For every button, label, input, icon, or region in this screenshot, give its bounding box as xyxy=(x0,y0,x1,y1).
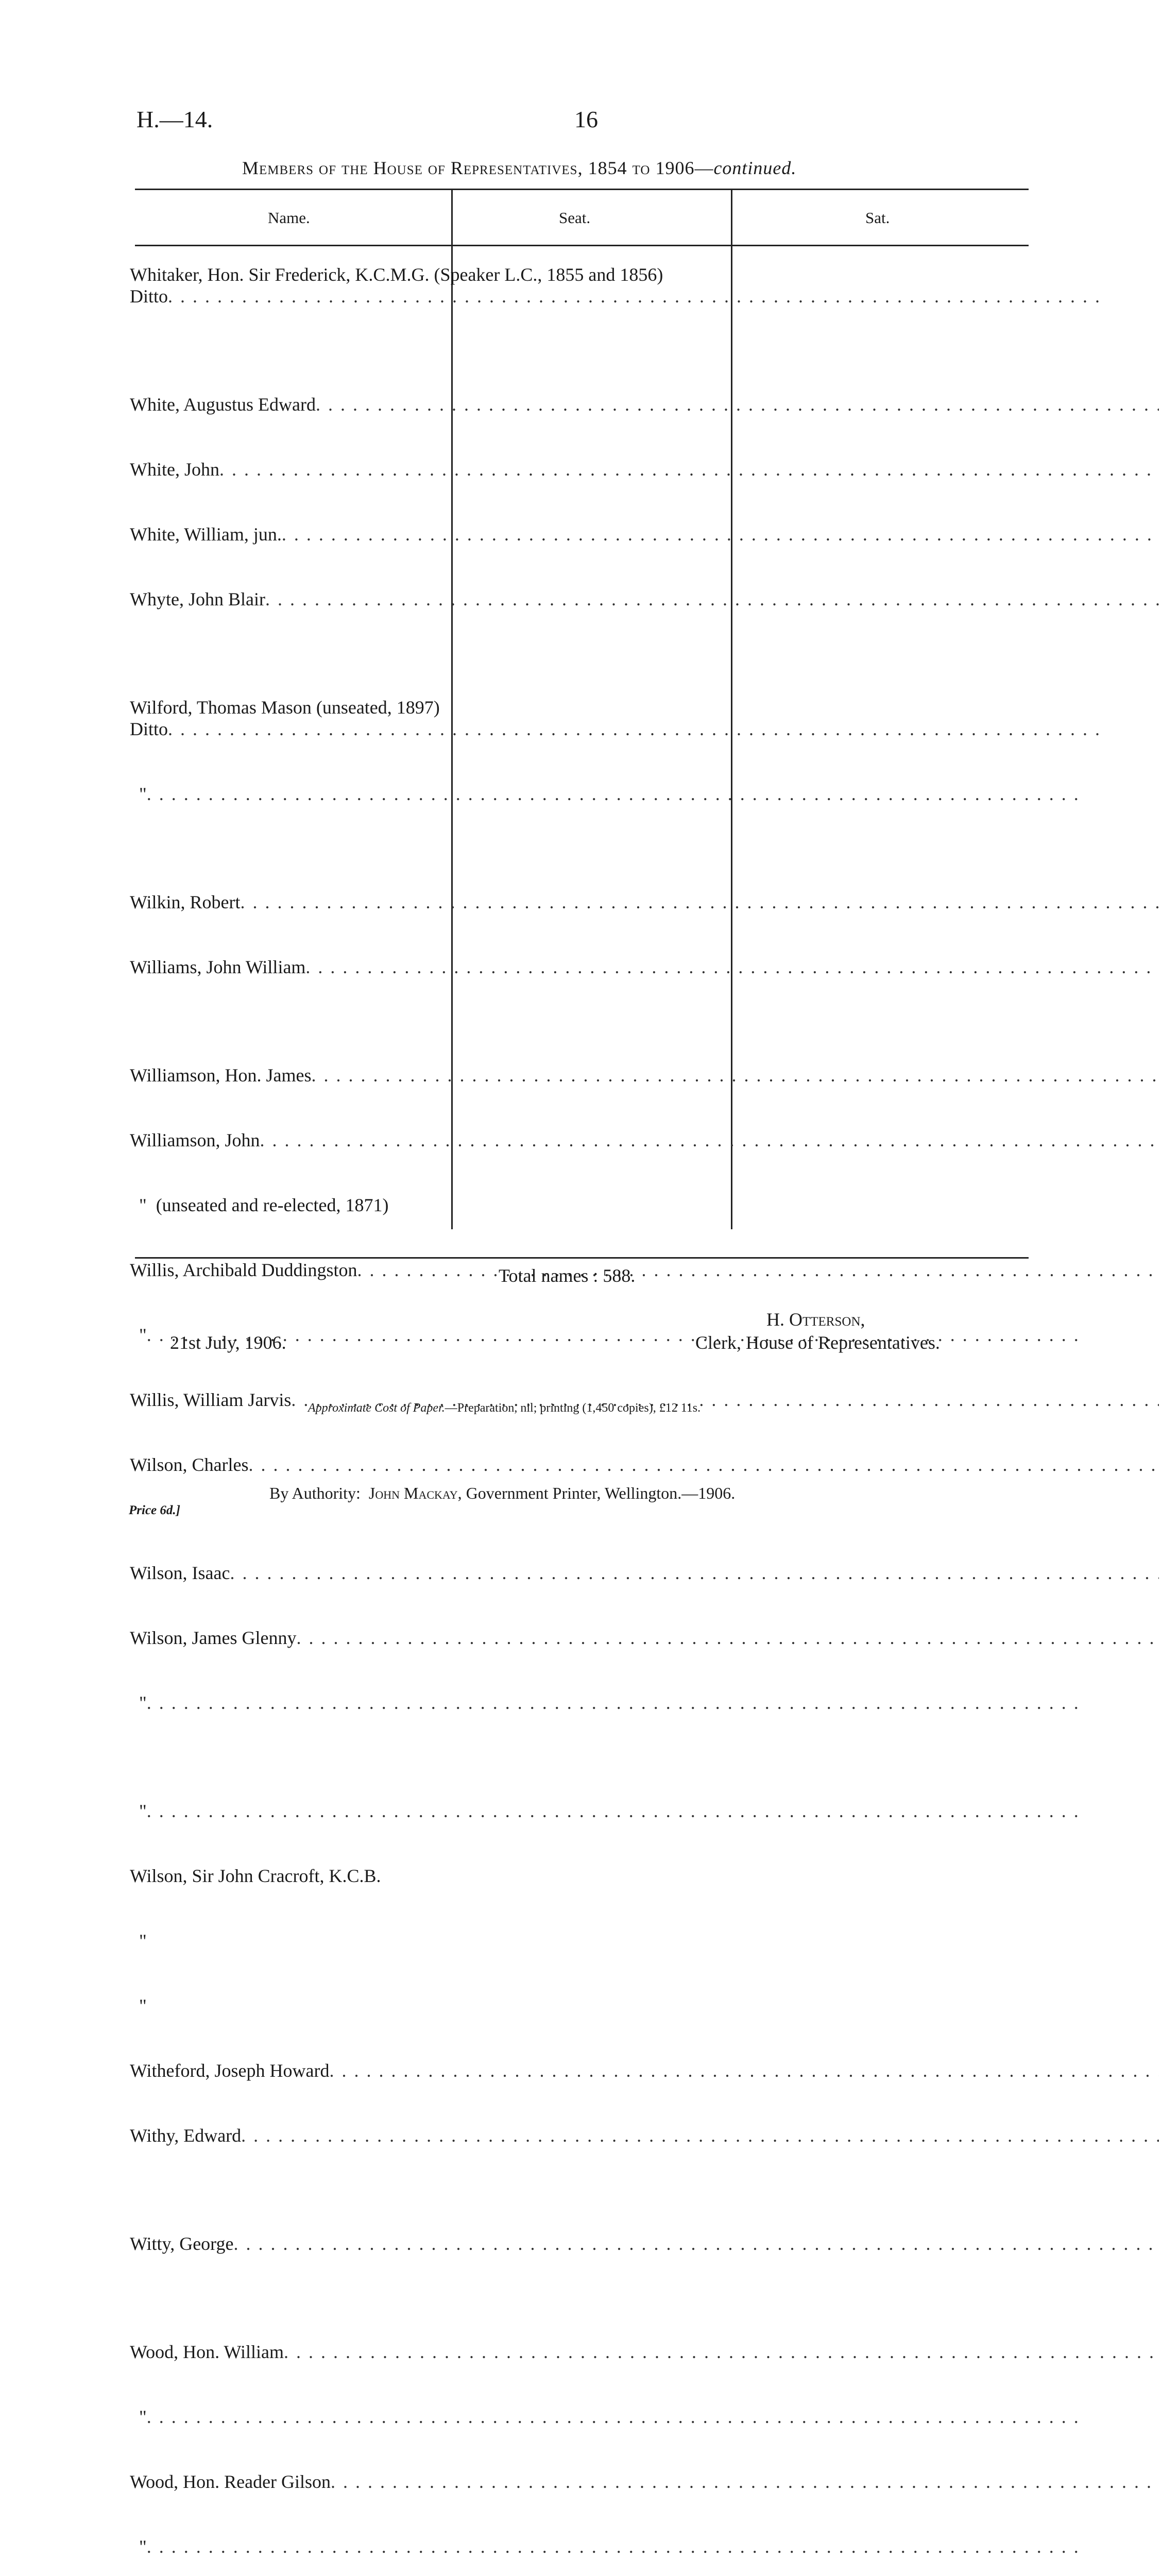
cell-name xyxy=(130,718,1162,783)
member-name: " xyxy=(130,1995,147,2016)
cell-name xyxy=(130,1259,1162,1324)
members-table xyxy=(130,264,1162,2576)
table-row xyxy=(130,2060,1162,2125)
cell-name xyxy=(130,2536,1162,2576)
cell-name xyxy=(130,2060,1162,2125)
cell-name xyxy=(130,2471,1162,2536)
member-name: Witheford, Joseph Howard xyxy=(130,2060,330,2081)
table-row xyxy=(130,2406,1162,2471)
cell-name xyxy=(130,459,1162,523)
table-row xyxy=(130,1692,1162,1800)
member-name: " xyxy=(130,1930,147,1951)
dot-leader xyxy=(147,1800,1159,1822)
cell-name xyxy=(130,2406,1162,2471)
authority-prefix: By Authority: xyxy=(269,1484,361,1502)
member-name: White, John xyxy=(130,459,219,480)
member-name: Wilson, Sir John Cracroft, K.C.B. xyxy=(130,1866,381,1886)
member-name: Withy, Edward xyxy=(130,2125,242,2146)
cost-of-paper xyxy=(308,1401,700,1415)
page-title xyxy=(242,157,796,179)
member-name: " xyxy=(130,784,147,804)
cell-name xyxy=(130,697,1162,718)
table-row xyxy=(130,459,1162,523)
cell-name xyxy=(130,1930,1162,1995)
table-row xyxy=(130,523,1162,588)
dot-leader xyxy=(147,1324,1159,1346)
table-row xyxy=(130,697,1162,718)
member-name: White, Augustus Edward xyxy=(130,394,316,415)
dot-leader xyxy=(147,2536,1159,2557)
member-name: Wilkin, Robert xyxy=(130,892,241,912)
table-row xyxy=(130,2471,1162,2536)
cell-name xyxy=(130,1692,1162,1800)
cell-name xyxy=(130,956,1162,1064)
table-row xyxy=(130,285,1162,394)
member-name: Whyte, John Blair xyxy=(130,589,265,609)
member-name: Williamson, Hon. James xyxy=(130,1065,312,1086)
dot-leader xyxy=(230,1562,1159,1584)
table-row xyxy=(130,891,1162,956)
cost-text: —Preparation, nil; printing (1,450 copies), £12 11s. xyxy=(445,1401,701,1415)
table-row xyxy=(130,1064,1162,1129)
cell-name xyxy=(130,2341,1162,2406)
table-row xyxy=(130,956,1162,1064)
member-name: " xyxy=(130,2536,147,2557)
member-name: Ditto xyxy=(130,286,168,307)
member-name: Ditto xyxy=(130,719,168,739)
dot-leader xyxy=(168,285,1159,307)
member-name: " xyxy=(130,1801,147,1821)
member-name: Wood, Hon. William xyxy=(130,2342,284,2362)
table-row xyxy=(130,2536,1162,2576)
dot-leader xyxy=(241,2125,1159,2146)
signatory-title: Clerk, House of Representatives. xyxy=(695,1332,940,1353)
member-name: " xyxy=(130,1325,147,1345)
table-row xyxy=(130,2341,1162,2406)
dot-leader xyxy=(282,523,1159,545)
price: Price 6d.] xyxy=(129,1503,180,1517)
authority-rest: Government Printer, Wellington.—1906. xyxy=(466,1484,736,1502)
table-row xyxy=(130,1995,1162,2060)
table-row xyxy=(130,1627,1162,1692)
dot-leader xyxy=(249,1454,1159,1476)
table-row xyxy=(130,1454,1162,1562)
document-date: 21st July, 1906. xyxy=(170,1332,286,1353)
table-row xyxy=(130,2233,1162,2341)
cell-name xyxy=(130,783,1162,891)
total-names: Total names : 588. xyxy=(499,1265,636,1286)
member-name: Williams, John William xyxy=(130,957,306,977)
table-row xyxy=(130,2125,1162,2233)
cell-name xyxy=(130,1995,1162,2060)
title-continued: continued. xyxy=(713,158,797,178)
dot-leader xyxy=(329,2060,1159,2081)
cell-name xyxy=(130,394,1162,459)
member-name: " xyxy=(130,1692,147,1713)
member-name: " xyxy=(130,2406,147,2427)
table-row xyxy=(130,1930,1162,1995)
table-row xyxy=(130,588,1162,697)
dot-leader xyxy=(331,2471,1159,2493)
table-row xyxy=(130,1259,1162,1324)
cell-name xyxy=(130,264,1162,285)
table-row xyxy=(130,264,1162,285)
cell-name xyxy=(130,891,1162,956)
member-name: Wilson, Isaac xyxy=(130,1563,230,1583)
printer-imprint xyxy=(269,1484,735,1503)
signatory-name: H. Otterson, xyxy=(766,1309,865,1330)
member-name: Wilson, James Glenny xyxy=(130,1628,297,1648)
cell-name xyxy=(130,2233,1162,2341)
table-row xyxy=(130,1562,1162,1627)
member-name: Wilford, Thomas Mason (unseated, 1897) xyxy=(130,697,440,718)
table-row xyxy=(130,1389,1162,1454)
table-row xyxy=(130,1129,1162,1194)
member-name: Wilson, Charles xyxy=(130,1454,249,1475)
member-name: Willis, William Jarvis xyxy=(130,1389,292,1410)
member-name: Willis, Archibald Duddingston xyxy=(130,1260,357,1280)
dot-leader xyxy=(168,718,1159,740)
column-header-name: Name. xyxy=(268,209,310,227)
cell-name xyxy=(130,1627,1162,1692)
member-name: White, William, jun. xyxy=(130,524,282,545)
table-row xyxy=(130,1194,1162,1259)
document-reference: H.—14. xyxy=(136,106,213,132)
table-row xyxy=(130,783,1162,891)
cell-name xyxy=(130,1129,1162,1194)
page-number: 16 xyxy=(574,106,598,132)
dot-leader xyxy=(305,956,1159,978)
dot-leader xyxy=(316,394,1159,415)
dot-leader xyxy=(147,1692,1159,1714)
table-row xyxy=(130,394,1162,459)
member-name: " (unseated and re-elected, 1871) xyxy=(130,1195,389,1215)
table-row xyxy=(130,1865,1162,1930)
cell-name xyxy=(130,1389,1162,1454)
cell-name xyxy=(130,523,1162,588)
cell-name xyxy=(130,1562,1162,1627)
cell-name xyxy=(130,285,1162,394)
cell-name xyxy=(130,1064,1162,1129)
column-header-seat: Seat. xyxy=(559,209,591,227)
title-main: Members of the House of Representatives, 1854 to 1906— xyxy=(242,158,714,178)
authority-printer: John Mackay, xyxy=(368,1484,462,1502)
dot-leader xyxy=(265,588,1159,610)
table-header-rule xyxy=(135,245,1029,246)
cell-name xyxy=(130,1454,1162,1562)
dot-leader xyxy=(284,2341,1159,2363)
table-top-rule xyxy=(135,189,1029,190)
member-name: Wood, Hon. Reader Gilson xyxy=(130,2471,331,2492)
member-name: Witty, George xyxy=(130,2233,234,2254)
dot-leader xyxy=(241,891,1159,913)
dot-leader xyxy=(147,783,1159,805)
cell-name xyxy=(130,1865,1162,1930)
dot-leader xyxy=(357,1259,1159,1281)
dot-leader xyxy=(312,1064,1159,1086)
cost-label: Approximate Cost of Paper. xyxy=(308,1401,445,1415)
cell-name xyxy=(130,1194,1162,1259)
cell-name xyxy=(130,2125,1162,2233)
dot-leader xyxy=(234,2233,1159,2255)
dot-leader xyxy=(297,1627,1159,1649)
cell-name xyxy=(130,1800,1162,1865)
table-row xyxy=(130,1800,1162,1865)
cell-name xyxy=(130,588,1162,697)
dot-leader xyxy=(219,459,1159,480)
member-name: Williamson, John xyxy=(130,1130,260,1150)
member-name: Whitaker, Hon. Sir Frederick, K.C.M.G. (Speaker L.C., 1855 and 1856) xyxy=(130,264,663,285)
members-table-body xyxy=(130,264,1162,2576)
dot-leader xyxy=(147,2406,1159,2428)
table-row xyxy=(130,718,1162,783)
column-header-sat: Sat. xyxy=(865,209,890,227)
dot-leader xyxy=(260,1129,1159,1151)
